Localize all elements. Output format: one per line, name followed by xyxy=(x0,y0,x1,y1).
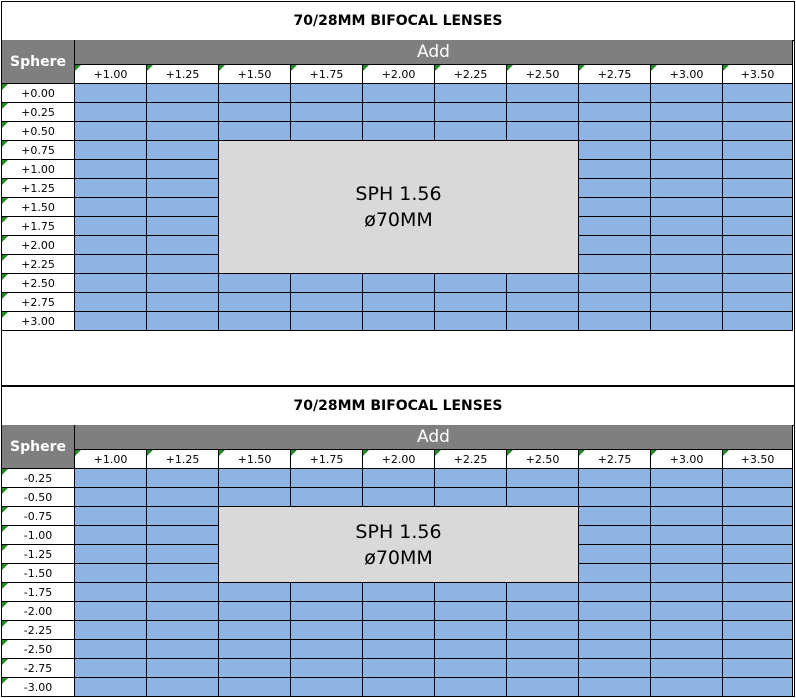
availability-cell xyxy=(219,659,291,678)
availability-cell xyxy=(363,84,435,103)
availability-cell xyxy=(75,507,147,526)
availability-cell xyxy=(363,583,435,602)
sphere-row-header: +2.00 xyxy=(2,236,75,255)
availability-cell xyxy=(579,507,651,526)
availability-cell xyxy=(363,293,435,312)
merged-block-line2: ø70MM xyxy=(364,546,433,569)
availability-cell xyxy=(75,678,147,697)
availability-cell xyxy=(219,640,291,659)
availability-cell xyxy=(579,678,651,697)
availability-cell xyxy=(75,160,147,179)
add-header: Add xyxy=(75,40,793,65)
availability-cell xyxy=(651,545,723,564)
availability-cell xyxy=(579,198,651,217)
sphere-row-header: +0.50 xyxy=(2,122,75,141)
availability-cell xyxy=(291,84,363,103)
availability-cell xyxy=(435,659,507,678)
availability-cell xyxy=(723,160,793,179)
availability-cell xyxy=(579,526,651,545)
availability-cell xyxy=(219,469,291,488)
availability-cell xyxy=(75,640,147,659)
availability-cell xyxy=(435,103,507,122)
availability-cell xyxy=(651,583,723,602)
availability-cell xyxy=(651,255,723,274)
availability-cell xyxy=(651,274,723,293)
availability-cell xyxy=(723,255,793,274)
add-column-header: +3.50 xyxy=(723,450,793,469)
availability-cell xyxy=(651,103,723,122)
availability-cell xyxy=(219,678,291,697)
availability-cell xyxy=(291,122,363,141)
availability-cell xyxy=(291,602,363,621)
availability-cell xyxy=(579,274,651,293)
availability-cell xyxy=(75,659,147,678)
availability-cell xyxy=(507,602,579,621)
add-column-header: +2.50 xyxy=(507,450,579,469)
availability-cell xyxy=(579,564,651,583)
availability-cell xyxy=(291,103,363,122)
sphere-row-header: +1.00 xyxy=(2,160,75,179)
sphere-row-header: +2.75 xyxy=(2,293,75,312)
merged-block-line1: SPH 1.56 xyxy=(355,520,442,543)
add-column-header: +3.00 xyxy=(651,65,723,84)
add-column-header: +2.25 xyxy=(435,65,507,84)
bifocal-table-negative xyxy=(1,386,795,697)
availability-cell xyxy=(363,621,435,640)
availability-cell xyxy=(75,122,147,141)
availability-cell xyxy=(363,602,435,621)
availability-cell xyxy=(435,640,507,659)
availability-cell xyxy=(147,122,219,141)
availability-cell xyxy=(75,84,147,103)
availability-cell xyxy=(75,217,147,236)
availability-cell xyxy=(579,179,651,198)
availability-cell xyxy=(723,236,793,255)
availability-cell xyxy=(147,526,219,545)
availability-cell xyxy=(651,236,723,255)
availability-cell xyxy=(75,236,147,255)
table-title: 70/28MM BIFOCAL LENSES xyxy=(2,2,794,41)
availability-cell xyxy=(147,659,219,678)
sphere-row-header: +0.00 xyxy=(2,84,75,103)
sphere-row-header: +1.25 xyxy=(2,179,75,198)
add-column-header: +1.00 xyxy=(75,450,147,469)
availability-cell xyxy=(723,621,793,640)
availability-cell xyxy=(579,640,651,659)
availability-cell xyxy=(75,293,147,312)
availability-cell xyxy=(651,141,723,160)
availability-cell xyxy=(579,255,651,274)
availability-cell xyxy=(579,293,651,312)
availability-cell xyxy=(435,312,507,331)
availability-cell xyxy=(651,507,723,526)
availability-cell xyxy=(291,640,363,659)
availability-cell xyxy=(651,198,723,217)
sphere-row-header: -0.50 xyxy=(2,488,75,507)
availability-cell xyxy=(507,312,579,331)
availability-cell xyxy=(723,312,793,331)
availability-cell xyxy=(75,141,147,160)
availability-cell xyxy=(723,583,793,602)
availability-cell xyxy=(291,488,363,507)
availability-cell xyxy=(723,545,793,564)
availability-cell xyxy=(75,583,147,602)
availability-cell xyxy=(651,526,723,545)
availability-cell xyxy=(147,179,219,198)
sphere-row-header: -2.25 xyxy=(2,621,75,640)
availability-cell xyxy=(147,103,219,122)
availability-cell xyxy=(363,274,435,293)
availability-cell xyxy=(147,312,219,331)
availability-cell xyxy=(579,312,651,331)
availability-cell xyxy=(219,293,291,312)
sphere-row-header: -2.00 xyxy=(2,602,75,621)
availability-cell xyxy=(75,274,147,293)
availability-cell xyxy=(75,469,147,488)
add-column-header: +2.50 xyxy=(507,65,579,84)
availability-cell xyxy=(147,293,219,312)
sphere-row-header: +2.25 xyxy=(2,255,75,274)
availability-cell xyxy=(291,621,363,640)
add-column-header: +3.50 xyxy=(723,65,793,84)
availability-cell xyxy=(435,488,507,507)
availability-cell xyxy=(219,583,291,602)
availability-cell xyxy=(147,255,219,274)
availability-cell xyxy=(147,84,219,103)
availability-cell xyxy=(291,659,363,678)
availability-cell xyxy=(219,103,291,122)
availability-cell xyxy=(579,236,651,255)
add-header: Add xyxy=(75,425,793,450)
availability-cell xyxy=(75,179,147,198)
availability-cell xyxy=(651,659,723,678)
sphere-row-header: -0.75 xyxy=(2,507,75,526)
sphere-row-header: -0.25 xyxy=(2,469,75,488)
merged-lens-block xyxy=(219,507,579,583)
availability-cell xyxy=(579,122,651,141)
availability-cell xyxy=(723,84,793,103)
availability-cell xyxy=(147,621,219,640)
availability-cell xyxy=(147,564,219,583)
availability-cell xyxy=(651,678,723,697)
add-column-header: +1.50 xyxy=(219,450,291,469)
availability-cell xyxy=(147,274,219,293)
availability-cell xyxy=(507,621,579,640)
add-column-header: +1.75 xyxy=(291,65,363,84)
availability-cell xyxy=(75,564,147,583)
availability-cell xyxy=(507,659,579,678)
availability-cell xyxy=(651,312,723,331)
sphere-row-header: +3.00 xyxy=(2,312,75,331)
sphere-row-header: +1.50 xyxy=(2,198,75,217)
merged-block-line1: SPH 1.56 xyxy=(355,183,442,205)
availability-cell xyxy=(363,103,435,122)
availability-cell xyxy=(579,84,651,103)
availability-cell xyxy=(291,469,363,488)
add-column-header: +1.50 xyxy=(219,65,291,84)
availability-cell xyxy=(435,678,507,697)
availability-cell xyxy=(435,621,507,640)
sphere-header: Sphere xyxy=(2,40,75,84)
availability-cell xyxy=(363,488,435,507)
availability-cell xyxy=(363,678,435,697)
availability-cell xyxy=(75,255,147,274)
availability-cell xyxy=(147,678,219,697)
availability-cell xyxy=(723,293,793,312)
merged-block-line2: ø70MM xyxy=(364,209,433,231)
availability-cell xyxy=(147,545,219,564)
availability-cell xyxy=(219,122,291,141)
add-column-header: +1.25 xyxy=(147,65,219,84)
bifocal-table-positive xyxy=(1,1,795,386)
availability-cell xyxy=(651,122,723,141)
availability-cell xyxy=(723,103,793,122)
availability-cell xyxy=(219,488,291,507)
availability-cell xyxy=(75,621,147,640)
availability-cell xyxy=(219,602,291,621)
availability-cell xyxy=(723,602,793,621)
availability-cell xyxy=(579,621,651,640)
availability-cell xyxy=(723,198,793,217)
availability-cell xyxy=(723,141,793,160)
availability-cell xyxy=(291,274,363,293)
availability-cell xyxy=(507,293,579,312)
availability-cell xyxy=(147,640,219,659)
availability-cell xyxy=(507,122,579,141)
add-column-header: +1.00 xyxy=(75,65,147,84)
add-column-header: +2.75 xyxy=(579,450,651,469)
availability-cell xyxy=(651,469,723,488)
availability-cell xyxy=(75,602,147,621)
availability-cell xyxy=(651,602,723,621)
availability-cell xyxy=(651,179,723,198)
availability-cell xyxy=(579,488,651,507)
add-column-header: +2.00 xyxy=(363,450,435,469)
availability-cell xyxy=(579,469,651,488)
table-title: 70/28MM BIFOCAL LENSES xyxy=(2,387,794,426)
availability-cell xyxy=(363,469,435,488)
sphere-header: Sphere xyxy=(2,425,75,469)
availability-cell xyxy=(723,526,793,545)
availability-cell xyxy=(435,583,507,602)
availability-cell xyxy=(147,141,219,160)
availability-cell xyxy=(723,469,793,488)
availability-cell xyxy=(723,179,793,198)
availability-cell xyxy=(219,84,291,103)
availability-cell xyxy=(579,659,651,678)
availability-cell xyxy=(219,621,291,640)
availability-cell xyxy=(723,217,793,236)
availability-cell xyxy=(651,217,723,236)
availability-cell xyxy=(435,293,507,312)
sphere-row-header: -1.00 xyxy=(2,526,75,545)
availability-cell xyxy=(435,84,507,103)
sphere-row-header: -1.75 xyxy=(2,583,75,602)
availability-cell xyxy=(723,659,793,678)
availability-cell xyxy=(579,141,651,160)
availability-cell xyxy=(651,84,723,103)
availability-cell xyxy=(75,488,147,507)
availability-cell xyxy=(723,488,793,507)
availability-cell xyxy=(507,583,579,602)
availability-cell xyxy=(147,217,219,236)
merged-lens-block xyxy=(219,141,579,274)
availability-cell xyxy=(507,84,579,103)
availability-cell xyxy=(75,545,147,564)
availability-cell xyxy=(507,488,579,507)
availability-cell xyxy=(75,198,147,217)
availability-cell xyxy=(363,659,435,678)
availability-cell xyxy=(291,293,363,312)
add-column-header: +1.75 xyxy=(291,450,363,469)
availability-cell xyxy=(507,469,579,488)
sphere-row-header: -3.00 xyxy=(2,678,75,697)
availability-cell xyxy=(723,564,793,583)
availability-cell xyxy=(651,488,723,507)
add-column-header: +2.25 xyxy=(435,450,507,469)
availability-cell xyxy=(651,640,723,659)
availability-cell xyxy=(219,312,291,331)
availability-cell xyxy=(363,640,435,659)
sphere-row-header: -2.50 xyxy=(2,640,75,659)
availability-cell xyxy=(75,312,147,331)
availability-cell xyxy=(723,678,793,697)
availability-cell xyxy=(723,274,793,293)
availability-cell xyxy=(579,602,651,621)
availability-cell xyxy=(579,217,651,236)
availability-cell xyxy=(651,621,723,640)
availability-cell xyxy=(579,545,651,564)
availability-cell xyxy=(147,198,219,217)
availability-cell xyxy=(507,640,579,659)
availability-cell xyxy=(651,564,723,583)
sphere-row-header: +2.50 xyxy=(2,274,75,293)
availability-cell xyxy=(579,583,651,602)
sphere-row-header: -2.75 xyxy=(2,659,75,678)
availability-cell xyxy=(147,469,219,488)
availability-cell xyxy=(507,103,579,122)
availability-cell xyxy=(75,526,147,545)
availability-cell xyxy=(579,160,651,179)
availability-cell xyxy=(435,122,507,141)
availability-cell xyxy=(435,469,507,488)
availability-cell xyxy=(291,312,363,331)
sphere-row-header: +0.75 xyxy=(2,141,75,160)
availability-cell xyxy=(75,103,147,122)
add-column-header: +2.00 xyxy=(363,65,435,84)
sphere-row-header: +0.25 xyxy=(2,103,75,122)
availability-cell xyxy=(219,274,291,293)
add-column-header: +3.00 xyxy=(651,450,723,469)
availability-cell xyxy=(147,236,219,255)
availability-cell xyxy=(651,293,723,312)
availability-cell xyxy=(435,602,507,621)
availability-cell xyxy=(507,678,579,697)
sphere-row-header: -1.25 xyxy=(2,545,75,564)
availability-cell xyxy=(291,678,363,697)
blank-area xyxy=(2,331,794,385)
availability-cell xyxy=(363,122,435,141)
add-column-header: +2.75 xyxy=(579,65,651,84)
availability-cell xyxy=(651,160,723,179)
availability-cell xyxy=(723,122,793,141)
availability-cell xyxy=(507,274,579,293)
availability-cell xyxy=(147,160,219,179)
availability-cell xyxy=(147,507,219,526)
sphere-row-header: +1.75 xyxy=(2,217,75,236)
availability-cell xyxy=(291,583,363,602)
sphere-row-header: -1.50 xyxy=(2,564,75,583)
availability-cell xyxy=(147,602,219,621)
availability-cell xyxy=(363,312,435,331)
availability-cell xyxy=(147,583,219,602)
availability-cell xyxy=(723,640,793,659)
availability-cell xyxy=(579,103,651,122)
add-column-header: +1.25 xyxy=(147,450,219,469)
availability-cell xyxy=(723,507,793,526)
availability-cell xyxy=(435,274,507,293)
availability-cell xyxy=(147,488,219,507)
